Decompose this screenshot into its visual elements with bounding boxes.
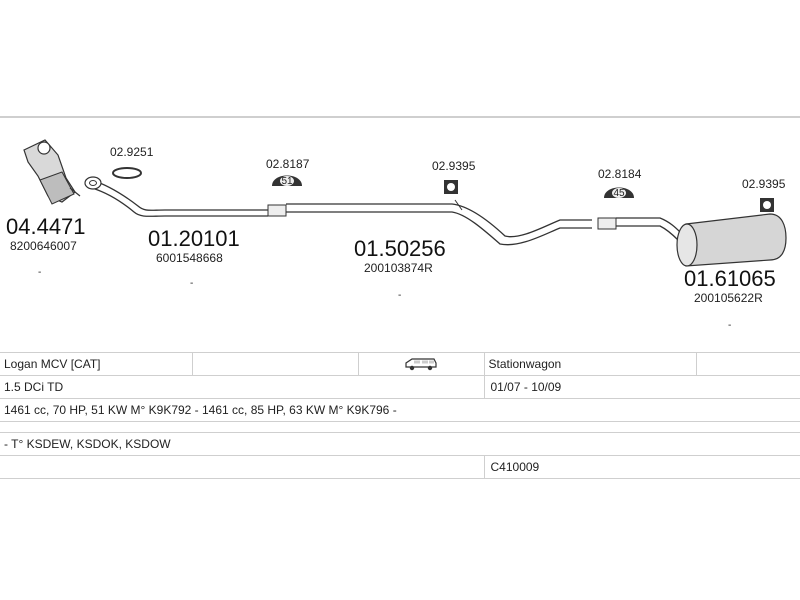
clamp-number: 02.9395 <box>742 177 786 191</box>
clamp-ring-icon <box>113 168 141 178</box>
clamp-badge-2: 45 <box>613 188 625 199</box>
specs-cell: 1461 cc, 70 HP, 51 KW M° K9K792 - 1461 cc, 85 HP, 63 KW M° K9K796 - <box>0 399 800 422</box>
part-reference: 8200646007 <box>10 239 77 253</box>
part-number: 04.4471 <box>6 214 86 239</box>
period-cell: 01/07 - 10/09 <box>484 376 800 399</box>
table-row <box>0 399 800 422</box>
part-number: 01.61065 <box>684 266 776 291</box>
van-icon <box>404 357 438 371</box>
hanger-icon <box>272 176 302 188</box>
rear-silencer <box>598 214 786 266</box>
clamp-badge-1: 51 <box>281 176 293 187</box>
codes-cell: - T° KSDEW, KSDOK, KSDOW <box>0 433 800 456</box>
part-number: 01.50256 <box>354 236 446 261</box>
body-icon-cell <box>358 353 484 376</box>
table-row <box>0 422 800 433</box>
bracket-icon <box>444 180 458 194</box>
part-reference: 6001548668 <box>156 251 223 265</box>
part-number: 01.20101 <box>148 226 240 251</box>
part-reference: 200105622R <box>694 291 763 305</box>
svg-text:-: - <box>38 267 42 278</box>
engine-cell: 1.5 DCi TD <box>0 376 484 399</box>
table-row <box>0 353 800 376</box>
part-reference: 200103874R <box>364 261 433 275</box>
table-row <box>0 433 800 456</box>
clamp-number: 02.9395 <box>432 159 476 173</box>
bracket-icon <box>760 198 774 212</box>
catalog-cell: C410009 <box>484 456 800 479</box>
front-pipe <box>85 177 268 216</box>
svg-text:-: - <box>190 278 194 289</box>
vehicle-info-table <box>0 352 800 479</box>
table-row <box>0 456 800 479</box>
clamp-number: 02.8187 <box>266 157 310 171</box>
model-cell: Logan MCV [CAT] <box>0 353 192 376</box>
svg-text:-: - <box>398 290 402 301</box>
catalytic-converter <box>24 140 80 204</box>
table-row <box>0 376 800 399</box>
clamp-number: 02.9251 <box>110 145 154 159</box>
clamp-number: 02.8184 <box>598 167 642 181</box>
svg-text:-: - <box>728 320 732 331</box>
hanger-icon <box>604 188 634 200</box>
body-type-cell: Stationwagon <box>484 353 696 376</box>
